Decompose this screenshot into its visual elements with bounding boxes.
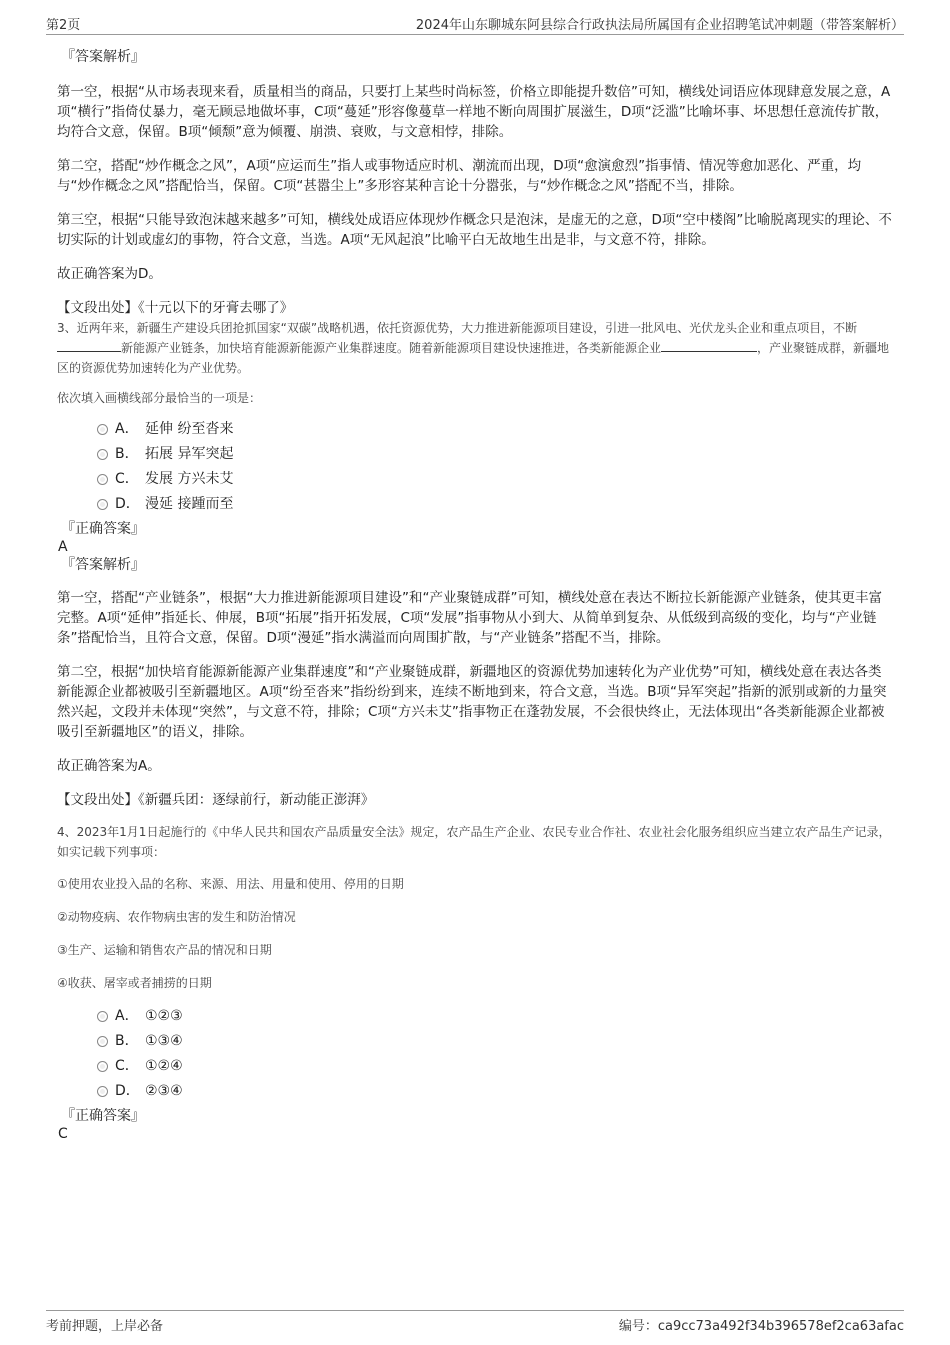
- conclusion: 故正确答案为D。: [57, 266, 162, 282]
- list-item: ③生产、运输和销售农产品的情况和日期: [57, 943, 272, 957]
- analysis-label: 『答案解析』: [61, 49, 145, 65]
- page-number: 第2页: [46, 18, 81, 33]
- radio-icon[interactable]: [97, 1011, 108, 1022]
- question-stem: 3、近两年来，新疆生产建设兵团抢抓国家“双碳”战略机遇，依托资源优势，大力推进新能源项目建设，引进一批风电、光伏龙头企业和重点项目，不断新能源产业链条，加快培育能源新能源产业集群速度。随着新能源项目建设快速推进，各类新能源企业 ，产业聚链成群，新疆地区的资源优势加速转化为产业优势。: [57, 321, 890, 375]
- question-prompt: 依次填入画横线部分最恰当的一项是：: [57, 391, 262, 405]
- page-header: [46, 14, 904, 35]
- analysis-label: 『答案解析』: [61, 557, 145, 573]
- analysis-paragraph: 第二空，根据“加快培育能源新能源产业集群速度”和“产业聚链成群，新疆地区的资源优势加速转化为产业优势”可知，横线处意在表达各类新能源企业都被吸引至新疆地区。A项“纷至沓来”指纷纷到来，连续不断地到来，符合文意，当选。B项“异军突起”指新的派别或新的力量突然兴起，文段并未体现“突然”，与文意不符，排除；C项“方兴未艾”指事物正在蓬勃发展，不会很快终止，无法体现出“各类新能源企业都被吸引至新疆地区”的语义，排除。: [57, 664, 887, 740]
- option-b[interactable]: B． ①③④: [97, 1032, 893, 1050]
- list-item: ①使用农业投入品的名称、来源、用法、用量和使用、停用的日期: [57, 877, 404, 891]
- correct-answer: A: [58, 539, 68, 555]
- radio-icon[interactable]: [97, 499, 108, 510]
- document-body: [57, 44, 893, 1143]
- analysis-paragraph: 第三空，根据“只能导致泡沫越来越多”可知，横线处成语应体现炒作概念只是泡沫，是虚无的之意，D项“空中楼阁”比喻脱离现实的理论、不切实际的计划或虚幻的事物，符合文意，当选。A项“无风起浪”比喻平白无故地生出是非，与文意不符，排除。: [57, 212, 892, 248]
- fill-blank-1: [57, 339, 121, 352]
- conclusion: 故正确答案为A。: [57, 758, 161, 774]
- option-a[interactable]: A． 延伸 纷至沓来: [97, 420, 893, 438]
- radio-icon[interactable]: [97, 474, 108, 485]
- fill-blank-2: [661, 339, 757, 352]
- correct-answer: C: [58, 1126, 68, 1142]
- analysis-paragraph: 第一空，搭配“产业链条”，根据“大力推进新能源项目建设”和“产业聚链成群”可知，横线处意在表达不断拉长新能源产业链条，使其更丰富完整。A项“延伸”指延长、伸展，B项“拓展”指开拓发展，C项“发展”指事物从小到大、从简单到复杂、从低级到高级的变化，均与“产业链条”搭配恰当，且符合文意，保留。D项“漫延”指水满溢而向周围扩散，与“产业链条”搭配不当，排除。: [57, 590, 882, 646]
- question-stem: 4、2023年1月1日起施行的《中华人民共和国农产品质量安全法》规定，农产品生产企业、农民专业合作社、农业社会化服务组织应当建立农产品生产记录，如实记载下列事项：: [57, 825, 891, 859]
- analysis-paragraph: 第一空，根据“从市场表现来看，质量相当的商品，只要打上某些时尚标签，价格立即能提升数倍”可知，横线处词语应体现肆意发展之意，A项“横行”指倚仗暴力，毫无顾忌地做坏事，C项“蔓延”形容像蔓草一样地不断向周围扩展滋生，D项“泛滥”比喻坏事、坏思想任意流传扩散，均符合文意，保留。B项“倾颓”意为倾覆、崩溃、衰败，与文意相悖，排除。: [57, 84, 891, 140]
- option-a[interactable]: A． ①②③: [97, 1007, 893, 1025]
- source-citation: 【文段出处】《十元以下的牙膏去哪了》: [57, 300, 294, 316]
- option-d[interactable]: D． 漫延 接踵而至: [97, 495, 893, 513]
- list-item: ④收获、屠宰或者捕捞的日期: [57, 976, 212, 990]
- option-d[interactable]: D． ②③④: [97, 1082, 893, 1100]
- radio-icon[interactable]: [97, 424, 108, 435]
- analysis-paragraph: 第二空，搭配“炒作概念之风”，A项“应运而生”指人或事物适应时机、潮流而出现，D项“愈演愈烈”指事情、情况等愈加恶化、严重，均与“炒作概念之风”搭配恰当，保留。C项“甚嚣尘上”多形容某种言论十分嚣张，与“炒作概念之风”搭配不当，排除。: [57, 158, 862, 194]
- option-c[interactable]: C． ①②④: [97, 1057, 893, 1075]
- option-c[interactable]: C． 发展 方兴未艾: [97, 470, 893, 488]
- option-list: [57, 420, 893, 513]
- document-title: 2024年山东聊城东阿县综合行政执法局所属国有企业招聘笔试冲刺题（带答案解析）: [415, 18, 904, 33]
- radio-icon[interactable]: [97, 1036, 108, 1047]
- document-id: 编号：ca9cc73a492f34b396578ef2ca63afac: [618, 1319, 904, 1334]
- correct-answer-label: 『正确答案』: [61, 521, 145, 537]
- list-item: ②动物疫病、农作物病虫害的发生和防治情况: [57, 910, 296, 924]
- source-citation: 【文段出处】《新疆兵团：逐绿前行，新动能正澎湃》: [57, 792, 375, 808]
- option-b[interactable]: B． 拓展 异军突起: [97, 445, 893, 463]
- radio-icon[interactable]: [97, 1086, 108, 1097]
- radio-icon[interactable]: [97, 1061, 108, 1072]
- page-footer: [46, 1310, 904, 1333]
- correct-answer-label: 『正确答案』: [61, 1108, 145, 1124]
- radio-icon[interactable]: [97, 449, 108, 460]
- footer-slogan: 考前押题，上岸必备: [46, 1319, 164, 1334]
- option-list: [57, 1007, 893, 1100]
